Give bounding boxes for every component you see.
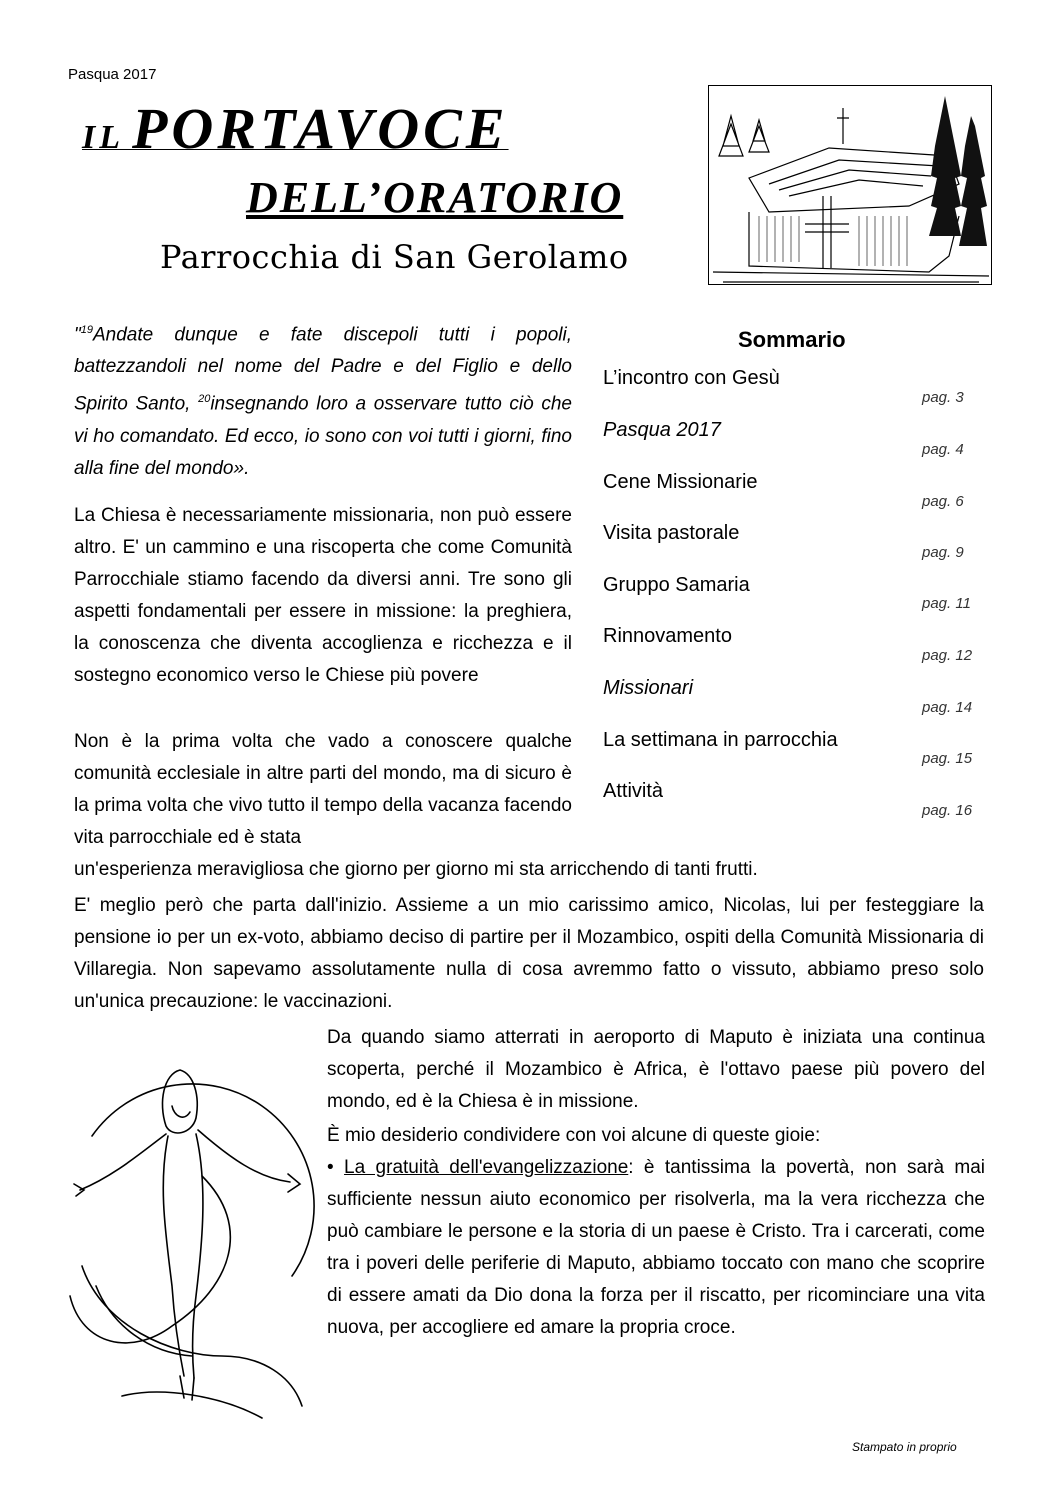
verse-19-number: 19 (80, 324, 93, 336)
printed-in-house-note: Stampato in proprio (852, 1440, 957, 1454)
toc-page-samaria: pag. 11 (922, 595, 971, 612)
risen-christ-illustration (62, 1026, 324, 1426)
paragraph-desiderio: È mio desiderio condividere con voi alcune di queste gioie: (327, 1125, 821, 1146)
toc-page-pasqua: pag. 4 (922, 441, 964, 458)
masthead-title (82, 96, 509, 161)
gratuita-heading: La gratuità dell'evangelizzazione (344, 1157, 629, 1178)
verse-20-text: insegnando loro a osservare tutto ciò che vi ho comandato. Ed ecco, io sono con voi tutti i giorni, fino alla fine del mondo». (74, 393, 572, 479)
paragraph-prima-volta-tail: un'esperienza meravigliosa che giorno per giorno mi sta arricchendo di tanti frutti. (74, 859, 758, 880)
church-drawing (709, 86, 991, 284)
toc-page-missionari: pag. 14 (922, 699, 973, 716)
paragraph-chiesa-missionaria: La Chiesa è necessariamente missionaria, non può essere altro. E' un cammino e una riscoperta che come Comunità Parrocchiale stiamo facendo da diversi anni. Tre sono gli aspetti fondamentali per essere in missione: la preghiera, la conoscenza che diventa accoglienza e ricchezza e il sostegno economico verso le Chiese più povere (74, 505, 572, 686)
verse-20-number: 20 (198, 393, 211, 406)
toc-item-attivita[interactable]: Attività (603, 780, 664, 802)
toc-page-attivita: pag. 16 (922, 802, 973, 819)
masthead-il: IL (82, 119, 124, 156)
toc-item-incontro[interactable]: L’incontro con Gesù (603, 367, 780, 389)
toc-item-rinnovamento[interactable]: Rinnovamento (603, 625, 732, 647)
edition-label: Pasqua 2017 (68, 66, 157, 83)
toc-item-samaria[interactable]: Gruppo Samaria (603, 574, 750, 596)
toc-item-visita[interactable]: Visita pastorale (603, 522, 740, 544)
parish-name: Parrocchia di San Gerolamo (160, 238, 629, 276)
toc-page-visita: pag. 9 (922, 544, 964, 561)
church-illustration (708, 85, 992, 285)
toc-item-missionari[interactable]: Missionari (603, 677, 694, 699)
paragraph-prima-volta: Non è la prima volta che vado a conoscere qualche comunità ecclesiale in altre parti del mondo, ma di sicuro è la prima volta che vivo tutto il tempo della vacanza facendo vita parrocchiale ed è stata (74, 731, 572, 848)
sommario-title: Sommario (738, 327, 846, 352)
toc-item-cene[interactable]: Cene Missionarie (603, 471, 758, 493)
toc-item-settimana[interactable]: La settimana in parrocchia (603, 729, 838, 751)
scripture-quote (74, 314, 572, 485)
christ-drawing (62, 1026, 324, 1426)
verse-19-text: Andate dunque e fate discepoli tutti i popoli, battezzandoli nel nome del Padre e del Figlio e dello Spirito Santo, (74, 324, 572, 415)
paragraph-gratuita (327, 1152, 985, 1344)
bullet: • (327, 1157, 334, 1178)
toc-page-incontro: pag. 3 (922, 389, 964, 406)
toc-item-pasqua[interactable]: Pasqua 2017 (603, 419, 721, 441)
paragraph-inizio: E' meglio però che parta dall'inizio. Assieme a un mio carissimo amico, Nicolas, lui per festeggiare la pensione io per un ex-voto, abbiamo deciso di partire per il Mozambico, ospiti della Comunità Missionaria di Villaregia. Non sapevamo assolutamente nulla di cosa avremmo fatto o vissuto, abbiamo preso solo un'unica precauzione: le vaccinazioni. (74, 895, 984, 1012)
gratuita-text: : è tantissima la povertà, non sarà mai sufficiente nessun aiuto economico per risolverla, ma la vera ricchezza che può cambiare le persone e la storia di un paese è Cristo. Tra i carcerati, come tra i poveri delle periferie di Maputo, abbiamo toccato con mano che scoprire di essere amati da Dio dona la forza per il riscatto, per ricominciare una vita nuova, per accogliere ed amare la propria croce. (327, 1157, 986, 1338)
masthead-portavoce: PORTAVOCE (132, 96, 509, 161)
quote-open-mark: " (74, 324, 81, 346)
toc-page-cene: pag. 6 (922, 493, 964, 510)
paragraph-maputo: Da quando siamo atterrati in aeroporto di Maputo è iniziata una continua scoperta, perché il Mozambico è Africa, è l'ottavo paese più povero del mondo, ed è la Chiesa è in missione. (327, 1027, 985, 1112)
toc-page-rinnovamento: pag. 12 (922, 647, 973, 664)
toc-page-settimana: pag. 15 (922, 750, 973, 767)
masthead-subtitle: DELL’ORATORIO (246, 173, 624, 222)
